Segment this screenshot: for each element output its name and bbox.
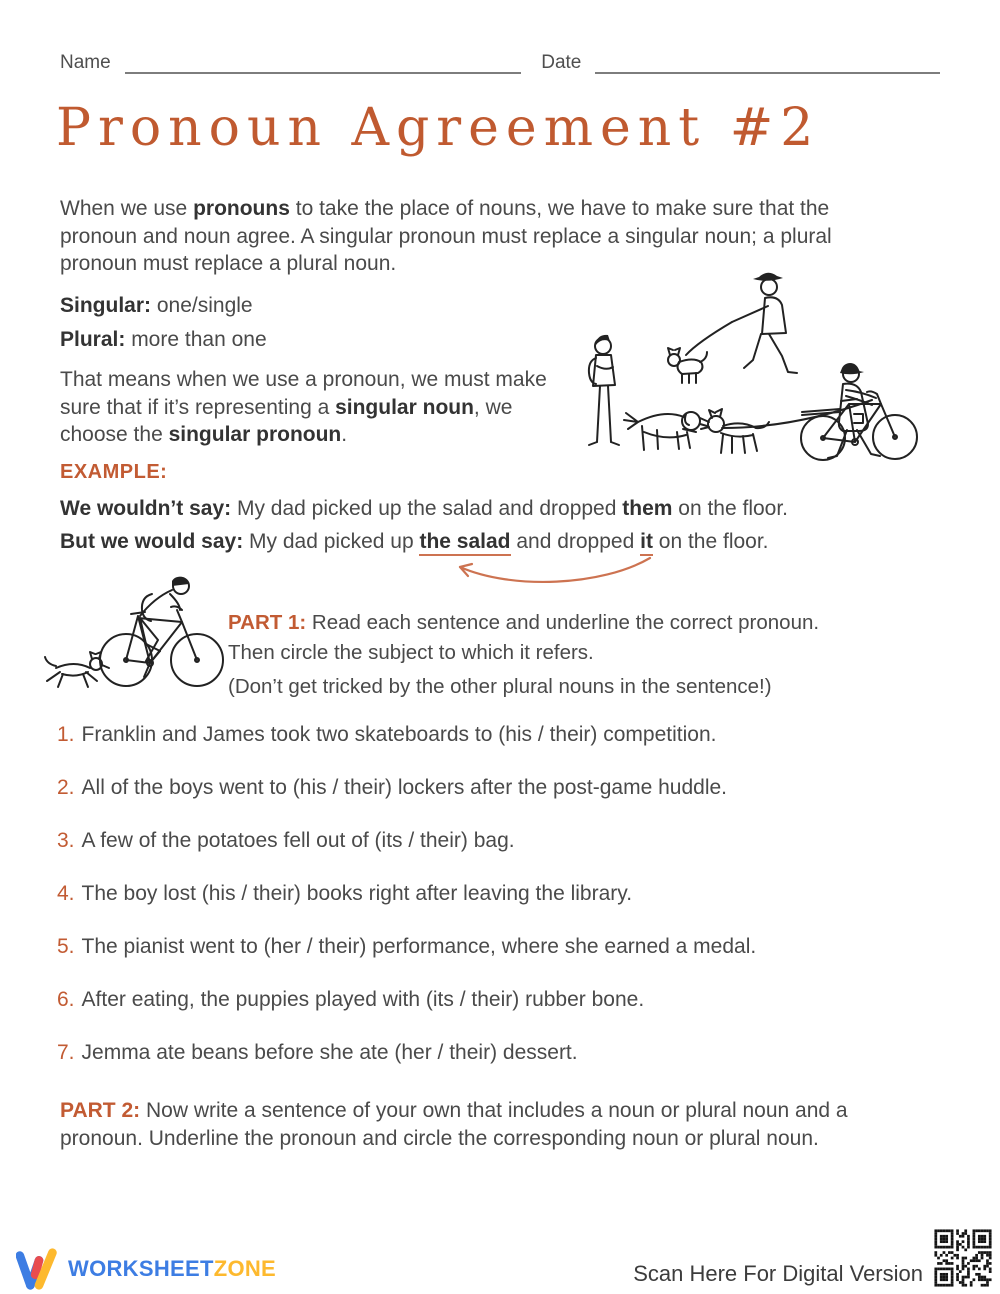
item-number: 3. [57, 829, 75, 852]
example-wrong-sentence: We wouldn’t say: My dad picked up the salad and dropped them on the floor. [60, 497, 789, 520]
exercise-item [57, 882, 756, 908]
item-text: The pianist went to (her / their) performance, where she earned a medal. [81, 935, 757, 958]
item-number: 5. [57, 935, 75, 958]
exercise-item [57, 723, 756, 749]
brand-wordmark [68, 1256, 276, 1282]
item-text: A few of the potatoes fell out of (its / their) bag. [81, 829, 515, 852]
part2-text: Now write a sentence of your own that includes a noun or plural noun and a pronoun. Underline the pronoun and circle the corresponding noun or plural noun. [60, 1099, 848, 1150]
exercise-list [57, 723, 756, 1094]
singular-definition: Singular: one/single [60, 294, 253, 317]
item-number: 6. [57, 988, 75, 1011]
cyclist-drawing [100, 577, 223, 686]
intro-paragraph: When we use pronouns to take the place of nouns, we have to make sure that the pronoun and noun agree. A singular pronoun must replace a singular noun; a plural pronoun must replace a plural noun. [60, 197, 832, 275]
part1-line2: Then circle the subject to which it refers. [228, 641, 594, 664]
man-walking-dog-drawing [686, 273, 797, 373]
header [60, 50, 940, 74]
example-right-sentence: But we would say: My dad picked up the salad and dropped it on the floor. [60, 528, 769, 556]
exercise-item [57, 988, 756, 1014]
date-label: Date [541, 52, 582, 73]
qr-code-image [929, 1224, 997, 1292]
exercise-item [57, 829, 756, 855]
brand-worksheet: WORKSHEET [68, 1256, 214, 1281]
pointy-ear-dog-drawing [701, 409, 769, 453]
item-text: Jemma ate beans before she ate (her / their) dessert. [81, 1041, 578, 1064]
item-number: 1. [57, 723, 75, 746]
exercise-item [57, 1041, 756, 1067]
man-with-bicycle-drawing [722, 363, 917, 460]
part1-label: PART 1: [228, 611, 307, 634]
item-number: 2. [57, 776, 75, 799]
date-blank-line [595, 50, 940, 74]
worksheetzone-logo [16, 1246, 276, 1292]
name-label: Name [60, 52, 111, 73]
item-number: 7. [57, 1041, 75, 1064]
brand-zone: ZONE [213, 1256, 277, 1281]
part1-instructions [228, 608, 878, 702]
item-text: All of the boys went to (his / their) lockers after the post-game huddle. [81, 776, 727, 799]
dog-walkers-illustration [570, 256, 940, 464]
page-title: Pronoun Agreement #2 [56, 98, 821, 158]
worksheetzone-logo-mark [16, 1246, 62, 1292]
item-text: Franklin and James took two skateboards to (his / their) competition. [81, 723, 717, 746]
refers-back-arrow-icon [450, 554, 655, 592]
part2-label: PART 2: [60, 1099, 141, 1122]
cyclist-illustration [34, 560, 230, 702]
exercise-item [57, 776, 756, 802]
part1-line1: PART 1: Read each sentence and underline the correct pronoun. [228, 611, 820, 634]
fluffy-dog-drawing [624, 412, 709, 450]
name-blank-line [125, 50, 522, 74]
plural-definition: Plural: more than one [60, 328, 267, 351]
item-text: The boy lost (his / their) books right after leaving the library. [81, 882, 633, 905]
standing-person-drawing [589, 335, 619, 445]
exercise-item [57, 935, 756, 961]
item-text: After eating, the puppies played with (its / their) rubber bone. [81, 988, 645, 1011]
part1-line3: (Don’t get tricked by the other plural nouns in the sentence!) [228, 675, 772, 698]
scan-here-text: Scan Here For Digital Version [633, 1261, 923, 1286]
example-heading: EXAMPLE: [60, 461, 168, 483]
part2-instructions [60, 1097, 920, 1153]
that-means-paragraph: That means when we use a pronoun, we must make sure that if it’s representing a singular noun, we choose the singular pronoun. [60, 368, 547, 446]
item-number: 4. [57, 882, 75, 905]
